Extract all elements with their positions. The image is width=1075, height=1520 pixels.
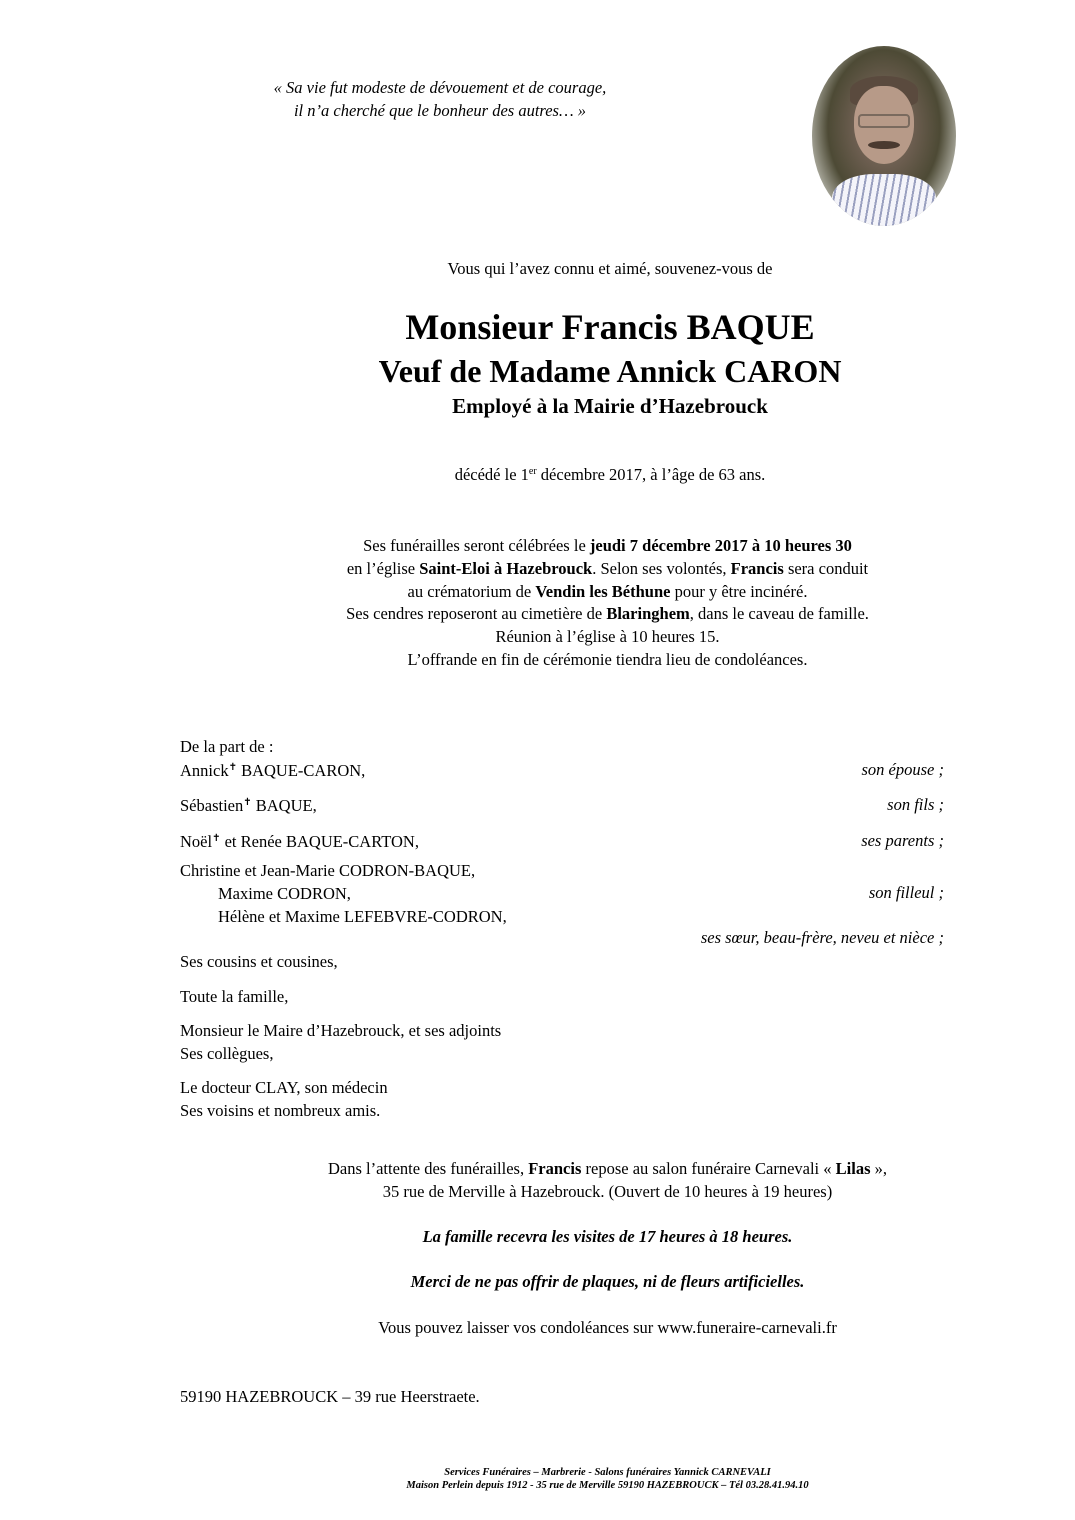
- text: »,: [870, 1159, 888, 1178]
- text: Annick: [180, 761, 229, 780]
- family-neighbours: Ses voisins et nombreux amis.: [180, 1101, 381, 1120]
- family-colleagues: Ses collègues,: [180, 1044, 274, 1063]
- text: et Renée BAQUE-CARTON,: [220, 832, 419, 851]
- relation-son: son fils ;: [887, 795, 944, 814]
- text: . Selon ses volontés,: [592, 558, 731, 578]
- funeral-line-6: L’offrande en fin de cérémonie tiendra lieu de condoléances.: [407, 649, 808, 669]
- text: Ses funérailles seront célébrées le: [363, 536, 590, 555]
- relation-sister: ses sœur, beau-frère, neveu et nièce ;: [700, 928, 944, 947]
- church-name: Saint-Eloi à Hazebrouck: [419, 558, 593, 578]
- cemetery-location: Blaringhem: [606, 604, 690, 624]
- family-helene: Hélène et Maxime LEFEBVRE-CODRON,: [218, 907, 507, 926]
- text: sera conduit: [783, 558, 869, 578]
- text: pour y être incinéré.: [670, 581, 808, 601]
- portrait-shirt: [832, 174, 936, 226]
- text: en l’église: [346, 558, 420, 578]
- footer-line-1: Services Funéraires – Marbrerie - Salons funéraires Yannick CARNEVALI: [444, 1467, 771, 1478]
- first-name: Francis: [528, 1159, 582, 1178]
- funeral-date: jeudi 7 décembre 2017 à 10 heures 30: [589, 536, 852, 555]
- family-maxime: Maxime CODRON,: [218, 884, 351, 903]
- family-annick: [180, 760, 365, 783]
- first-name: Francis: [730, 558, 784, 578]
- wake-line-2: 35 rue de Merville à Hazebrouck. (Ouvert de 10 heures à 19 heures): [382, 1181, 833, 1201]
- funeral-line-3: [240, 581, 975, 604]
- text: Dans l’attente des funérailles,: [327, 1159, 529, 1178]
- text: BAQUE,: [251, 796, 317, 815]
- relation-godson: son filleul ;: [868, 883, 944, 902]
- text: BAQUE-CARON,: [236, 761, 366, 780]
- intro-text: Vous qui l’avez connu et aimé, souvenez-vous de: [447, 259, 773, 278]
- text: Ses cendres reposeront au cimetière de: [346, 604, 607, 624]
- text: au crématorium de: [407, 581, 536, 601]
- family-cousins: Ses cousins et cousines,: [180, 952, 338, 971]
- death-ordinal: er: [528, 466, 537, 477]
- condolences-notice: Vous pouvez laisser vos condoléances sur www.funeraire-carnevali.fr: [378, 1318, 837, 1337]
- text: repose au salon funéraire Carnevali «: [581, 1159, 836, 1178]
- funeral-line-1: [240, 535, 975, 558]
- dagger-icon: ✝: [228, 762, 237, 773]
- family-mayor: Monsieur le Maire d’Hazebrouck, et ses adjoints: [180, 1021, 502, 1040]
- no-plaques-notice: Merci de ne pas offrir de plaques, ni de fleurs artificielles.: [410, 1272, 805, 1291]
- footer-line-2: Maison Perlein depuis 1912 - 35 rue de Merville 59190 HAZEBROUCK – Tél 03.28.41.94.10: [406, 1480, 809, 1491]
- portrait-photo: [812, 46, 956, 226]
- relation-spouse: son épouse ;: [861, 760, 944, 779]
- death-suffix: décembre 2017, à l’âge de 63 ans.: [536, 465, 766, 484]
- epitaph-line-1: « Sa vie fut modeste de dévouement et de courage,: [273, 78, 607, 97]
- portrait-mustache: [868, 141, 900, 149]
- family-all: Toute la famille,: [180, 987, 289, 1006]
- wake-line-1: [240, 1158, 975, 1181]
- widow-of: Veuf de Madame Annick CARON: [378, 353, 842, 389]
- occupation: Employé à la Mairie d’Hazebrouck: [452, 394, 768, 418]
- from-label: De la part de :: [180, 737, 274, 756]
- epitaph-quote: [200, 76, 680, 122]
- footer: [240, 1466, 975, 1492]
- dagger-icon: ✝: [212, 833, 221, 844]
- family-parents: [180, 831, 419, 854]
- visits-notice: La famille recevra les visites de 17 heures à 18 heures.: [422, 1227, 793, 1246]
- portrait-glasses: [858, 114, 910, 128]
- funeral-line-4: [240, 603, 975, 626]
- family-christine: Christine et Jean-Marie CODRON-BAQUE,: [180, 861, 476, 880]
- text: Sébastien: [180, 796, 244, 815]
- deceased-name: Monsieur Francis BAQUE: [405, 307, 815, 347]
- text: , dans le caveau de famille.: [689, 604, 869, 624]
- family-sebastien: [180, 795, 317, 818]
- relation-parents: ses parents ;: [861, 831, 944, 850]
- text: Noël: [180, 832, 213, 851]
- wake-details: [240, 1158, 975, 1204]
- family-doctor: Le docteur CLAY, son médecin: [180, 1078, 388, 1097]
- crematorium-location: Vendin les Béthune: [535, 581, 671, 601]
- salon-name: Lilas: [835, 1159, 871, 1178]
- funeral-line-2: [240, 558, 975, 581]
- epitaph-line-2: il n’a cherché que le bonheur des autres… »: [293, 101, 587, 120]
- family-address: 59190 HAZEBROUCK – 39 rue Heerstraete.: [180, 1387, 480, 1406]
- death-prefix: décédé le 1: [454, 465, 529, 484]
- funeral-details: [240, 535, 975, 672]
- funeral-line-5: Réunion à l’église à 10 heures 15.: [495, 627, 720, 647]
- death-notice: [330, 465, 890, 485]
- dagger-icon: ✝: [243, 797, 252, 808]
